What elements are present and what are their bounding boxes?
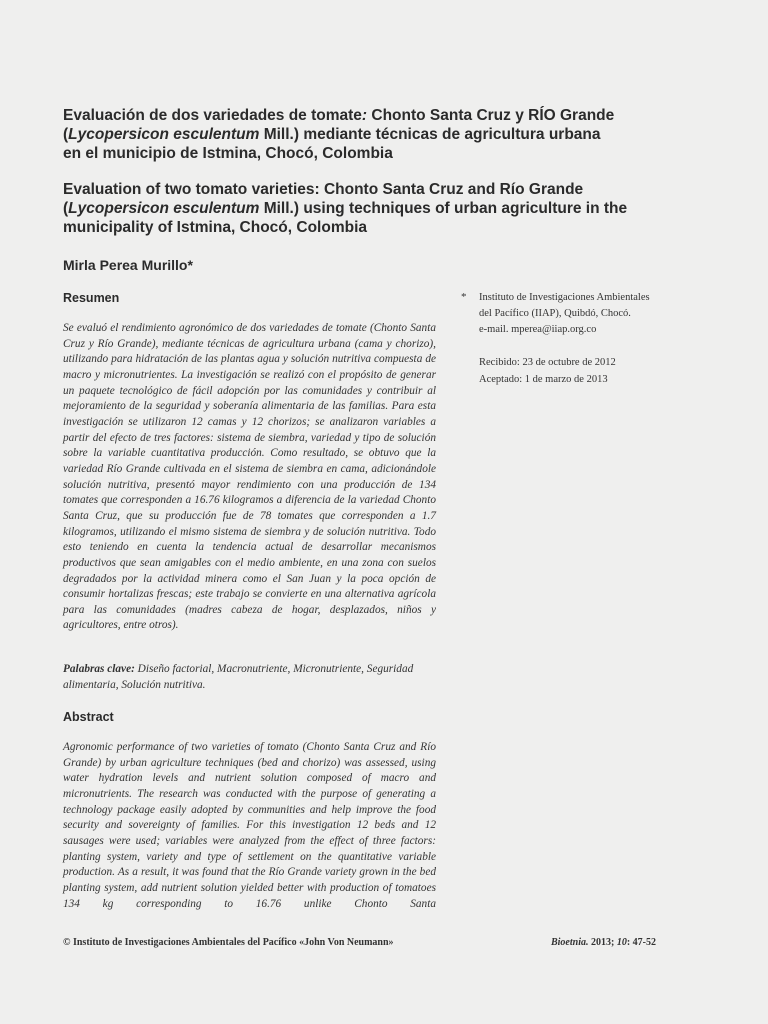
title-en-part3: municipality of Istmina, Chocó, Colombia xyxy=(63,219,367,236)
resumen-heading: Resumen xyxy=(63,291,120,305)
accepted-date: Aceptado: 1 de marzo de 2013 xyxy=(479,374,608,385)
resumen-text: Se evaluó el rendimiento agronómico de dos variedades de tomate (Chonto Santa Cruz y Río Grande), mediante técnicas de agricultura urbana (cama y chorizo), utilizando para hidratación de las plantas agua y solución nutritiva compuesta de macro y micronutrientes. La investigación se realizó con el propósito de generar un paquete tecnológico de fácil adopción por las comunidades y contribuir al mejoramiento de la seguridad y soberanía alimentaria de las familias. Para esta investigación se utilizaron 12 camas y 12 chorizos; se analizaron variables a partir del efecto de tres factores: sistema de siembra, variedad y tipo de solución sobre la variable cuantitativa producción. Como resultado, se obtuvo que la variedad Río Grande cultivada en el sistema de siembra en cama, adicionándole solución nutritiva, presentó mayor rendimiento con una producción de 134 tomates que corresponden a 16.76 kilogramos a diferencia de la variedad Chonto Santa Cruz, que su producción fue de 78 tomates que corresponden a 1.7 kilogramos, utilizando el mismo sistema de siembra y de solución nutritiva. Todo esto teniendo en cuenta la tendencia actual de desarrollar mecanismos productivos que sean amigables con el medio ambiente, en una zona con suelos degradados por la actividad minera como el San Juan y la poca opción de consumir hortalizas frescas; este trabajo se convierte en una alternativa agrícola para las comunidades (madres cabeza de hogar, desplazados, niños y agricultores, entre otros). xyxy=(63,322,436,632)
title-en-paren: ( xyxy=(63,200,69,217)
journal-pages: : 47-52 xyxy=(626,937,656,948)
author-name: Mirla Perea Murillo* xyxy=(63,257,193,273)
title-en-species: Lycopersicon esculentum xyxy=(68,200,260,217)
title-spanish xyxy=(63,106,643,163)
article-dates xyxy=(479,354,669,388)
title-es-part2: Chonto Santa Cruz y RÍO Grande xyxy=(367,107,615,124)
abstract-heading: Abstract xyxy=(63,710,114,724)
keywords xyxy=(63,661,436,693)
journal-volume: 10 xyxy=(616,937,627,948)
keywords-text: Diseño factorial, Macronutriente, Micronutriente, Seguridad alimentaria, Solución nutritiva. xyxy=(63,663,414,691)
received-date: Recibido: 23 de octubre de 2012 xyxy=(479,357,616,368)
footer-citation xyxy=(551,937,656,948)
title-es-part3: Mill.) mediante técnicas de agricultura urbana xyxy=(259,126,601,143)
abstract-text: Agronomic performance of two varieties of tomato (Chonto Santa Cruz and Río Grande) by urban agriculture techniques (bed and chorizo) was assessed, using water hydration levels and nutrient solution composed of macro and micronutrients. The research was conducted with the purpose of generating a technology package easily adopted by communities and help improve the food security and sovereignty of families. For this investigation 12 beds and 12 sausages were used; variables were analyzed from the effect of three factors: planting system, variety and type of settlement on the quantitative variable production. As a result, it was found that the Río Grande variety grown in the bed planting system, add nutrient solution yielded better with production of tomatoes 134 kg corresponding to 16.76 unlike Chonto Santa xyxy=(63,741,436,910)
journal-year: 2013; xyxy=(588,937,617,948)
title-english xyxy=(63,180,643,237)
keywords-label: Palabras clave: xyxy=(63,663,135,675)
affiliation xyxy=(479,290,661,338)
title-en-part2: Mill.) using techniques of urban agriculture in the xyxy=(259,200,628,217)
title-es-species: Lycopersicon esculentum xyxy=(68,126,260,143)
footer-copyright: © Instituto de Investigaciones Ambientales del Pacífico «John Von Neumann» xyxy=(63,937,394,948)
journal-name: Bioetnia. xyxy=(550,937,589,948)
title-es-part1: Evaluación de dos variedades de tomate xyxy=(63,107,362,124)
affiliation-line2: del Pacífico (IIAP), Quibdó, Chocó. xyxy=(479,308,631,319)
affiliation-marker: * xyxy=(461,291,467,303)
title-en-part1: Evaluation of two tomato varieties: Chonto Santa Cruz and Río Grande xyxy=(63,181,584,198)
affiliation-line1: Instituto de Investigaciones Ambientales xyxy=(479,292,650,303)
title-es-colon: : xyxy=(361,107,368,124)
title-es-paren: ( xyxy=(63,126,69,143)
title-es-part4: en el municipio de Istmina, Chocó, Colombia xyxy=(63,145,393,162)
affiliation-email: e-mail. mperea@iiap.org.co xyxy=(479,324,597,335)
